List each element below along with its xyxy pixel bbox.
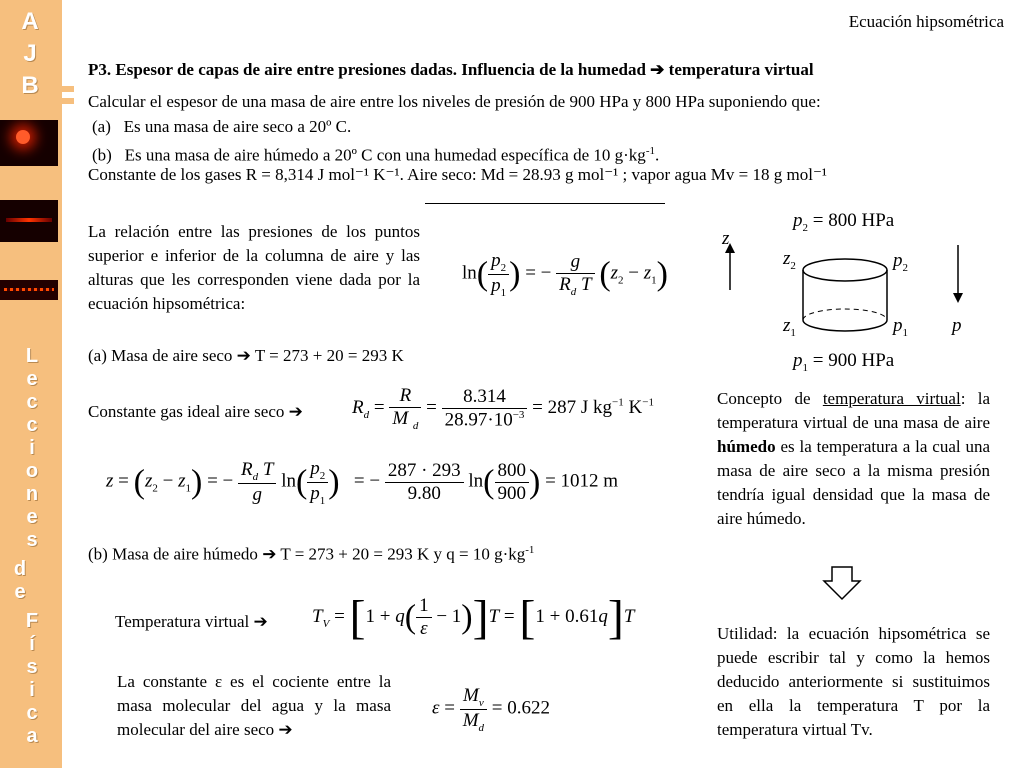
p1-label: $p_1$ <box>893 315 908 339</box>
logo-letter: B <box>21 72 39 99</box>
cylinder-bottom-back <box>803 309 887 320</box>
virtual-temperature-concept: Concepto de temperatura virtual: la temperatura virtual de una masa de aire húmedo es la temperatura a la cual una masa de aire seco a la misma presión tendría igual densidad que la masa de aire húmedo. <box>717 389 991 528</box>
intro-paragraph: La relación entre las presiones de los puntos superior e inferior de la columna de aire y las alturas que les corresponden viene dada por la ecuación hipsométrica: <box>88 222 420 313</box>
series-letter: e <box>14 581 26 603</box>
series-letter: í <box>29 633 35 655</box>
photo-spectrum-line <box>0 280 58 300</box>
rd-label: Constante gas ideal aire seco ➔ <box>88 402 303 421</box>
series-letter: n <box>25 483 39 505</box>
p-arrow-head <box>953 293 963 303</box>
sidebar-tab <box>62 86 74 92</box>
series-letter: c <box>26 391 38 413</box>
cylinder-bottom-front <box>803 320 887 331</box>
case-b: (b) Es una masa de aire húmedo a 20º C con una humedad específica de 10 $g\cdot kg^{-1}$. <box>92 145 660 165</box>
header-title: Ecuación hipsométrica <box>848 12 1004 31</box>
epsilon-explanation: La constante ε es el cociente entre la masa molecular del agua y la masa molecular del aire seco ➔ <box>117 672 391 739</box>
thickness-equation: $z = (z_2 - z_1)$ = − $\frac{R_d T}{g}$ ln( $\frac{p_2}{p_1}$ ) = − $\frac{287 \cdot 293}{9.80}$ ln( $\frac{800}{900}$ ) = 1012 m <box>106 458 619 507</box>
sidebar <box>0 0 62 768</box>
top-pressure: $p_2 = 800$ HPa <box>793 210 895 234</box>
logo-letter: J <box>23 40 37 67</box>
bottom-pressure: $p_1 = 900$ HPa <box>793 350 895 374</box>
epsilon-equation: ε = $\frac{M_v}{M_d}$ = 0.622 <box>432 685 551 734</box>
tv-label: Temperatura virtual ➔ <box>115 612 268 631</box>
p2-label: $p_2$ <box>893 250 908 274</box>
series-letter: L <box>25 345 39 367</box>
series-letter: e <box>26 368 38 390</box>
series-letter: F <box>25 610 39 632</box>
series-letter: e <box>26 506 38 528</box>
p-axis-label: p <box>952 315 962 336</box>
hypsometric-equation: ln( $\frac{p_2}{p_1}$ ) = − $\frac{g}{R_d T}$ $(z_2 - z_1)$ <box>462 250 668 299</box>
cylinder-top <box>803 259 887 281</box>
series-letter: a <box>26 725 38 747</box>
down-arrow-icon <box>822 565 862 601</box>
photo-lab-light <box>0 120 58 166</box>
series-letter: s <box>26 656 38 678</box>
series-letter: c <box>26 414 38 436</box>
z1-label: $z_1$ <box>783 315 796 339</box>
sidebar-tab <box>62 98 74 104</box>
series-letter: i <box>29 679 35 701</box>
series-letter: c <box>26 702 38 724</box>
series-letter: d <box>13 558 27 580</box>
case-a: (a) Es una masa de aire seco a 20º C. <box>92 117 352 136</box>
problem-statement: Calcular el espesor de una masa de aire entre los niveles de presión de 900 HPa y 800 HPa suponiendo que: <box>88 92 821 111</box>
logo-letter: A <box>21 8 39 35</box>
z2-label: $z_2$ <box>783 248 796 272</box>
series-letter: s <box>26 529 38 551</box>
problem-title: P3. Espesor de capas de aire entre presiones dadas. Influencia de la humedad ➔ temperatura virtual <box>88 60 814 79</box>
divider <box>425 203 665 204</box>
rd-equation: $R_d$ = $\frac{R}{M _d}$ = $\frac{8.314}{28.97\cdot 10^{-3}}$ = 287 J $kg^{-1}$ $K^{-1}$ <box>352 385 654 432</box>
z-axis-label: z <box>722 228 730 249</box>
photo-spectrum <box>0 200 58 242</box>
virtual-temperature-equation: $T_V = [1 + q$( $\frac{1}{\varepsilon}$ − 1)]T = [1 + 0.61q]T <box>312 591 635 644</box>
part-a-heading: (a) Masa de aire seco ➔ T = 273 + 20 = 293 K <box>88 346 404 365</box>
constants: Constante de los gases R = 8,314 J mol⁻¹ K⁻¹. Aire seco: Md = 28.93 g mol⁻¹ ; vapor agua Mv = 18 g mol⁻¹ <box>88 165 828 184</box>
utility-paragraph: Utilidad: la ecuación hipsométrica se puede escribir tal y como la hemos deducido anteriormente si sustituimos en ella la temperatura T por la temperatura virtual Tv. <box>717 624 990 739</box>
part-b-heading: (b) Masa de aire húmedo ➔ T = 273 + 20 = 293 K y q = 10 $g\cdot kg^{-1}$ <box>88 544 535 564</box>
series-letter: i <box>29 437 35 459</box>
series-letter: o <box>25 460 39 482</box>
